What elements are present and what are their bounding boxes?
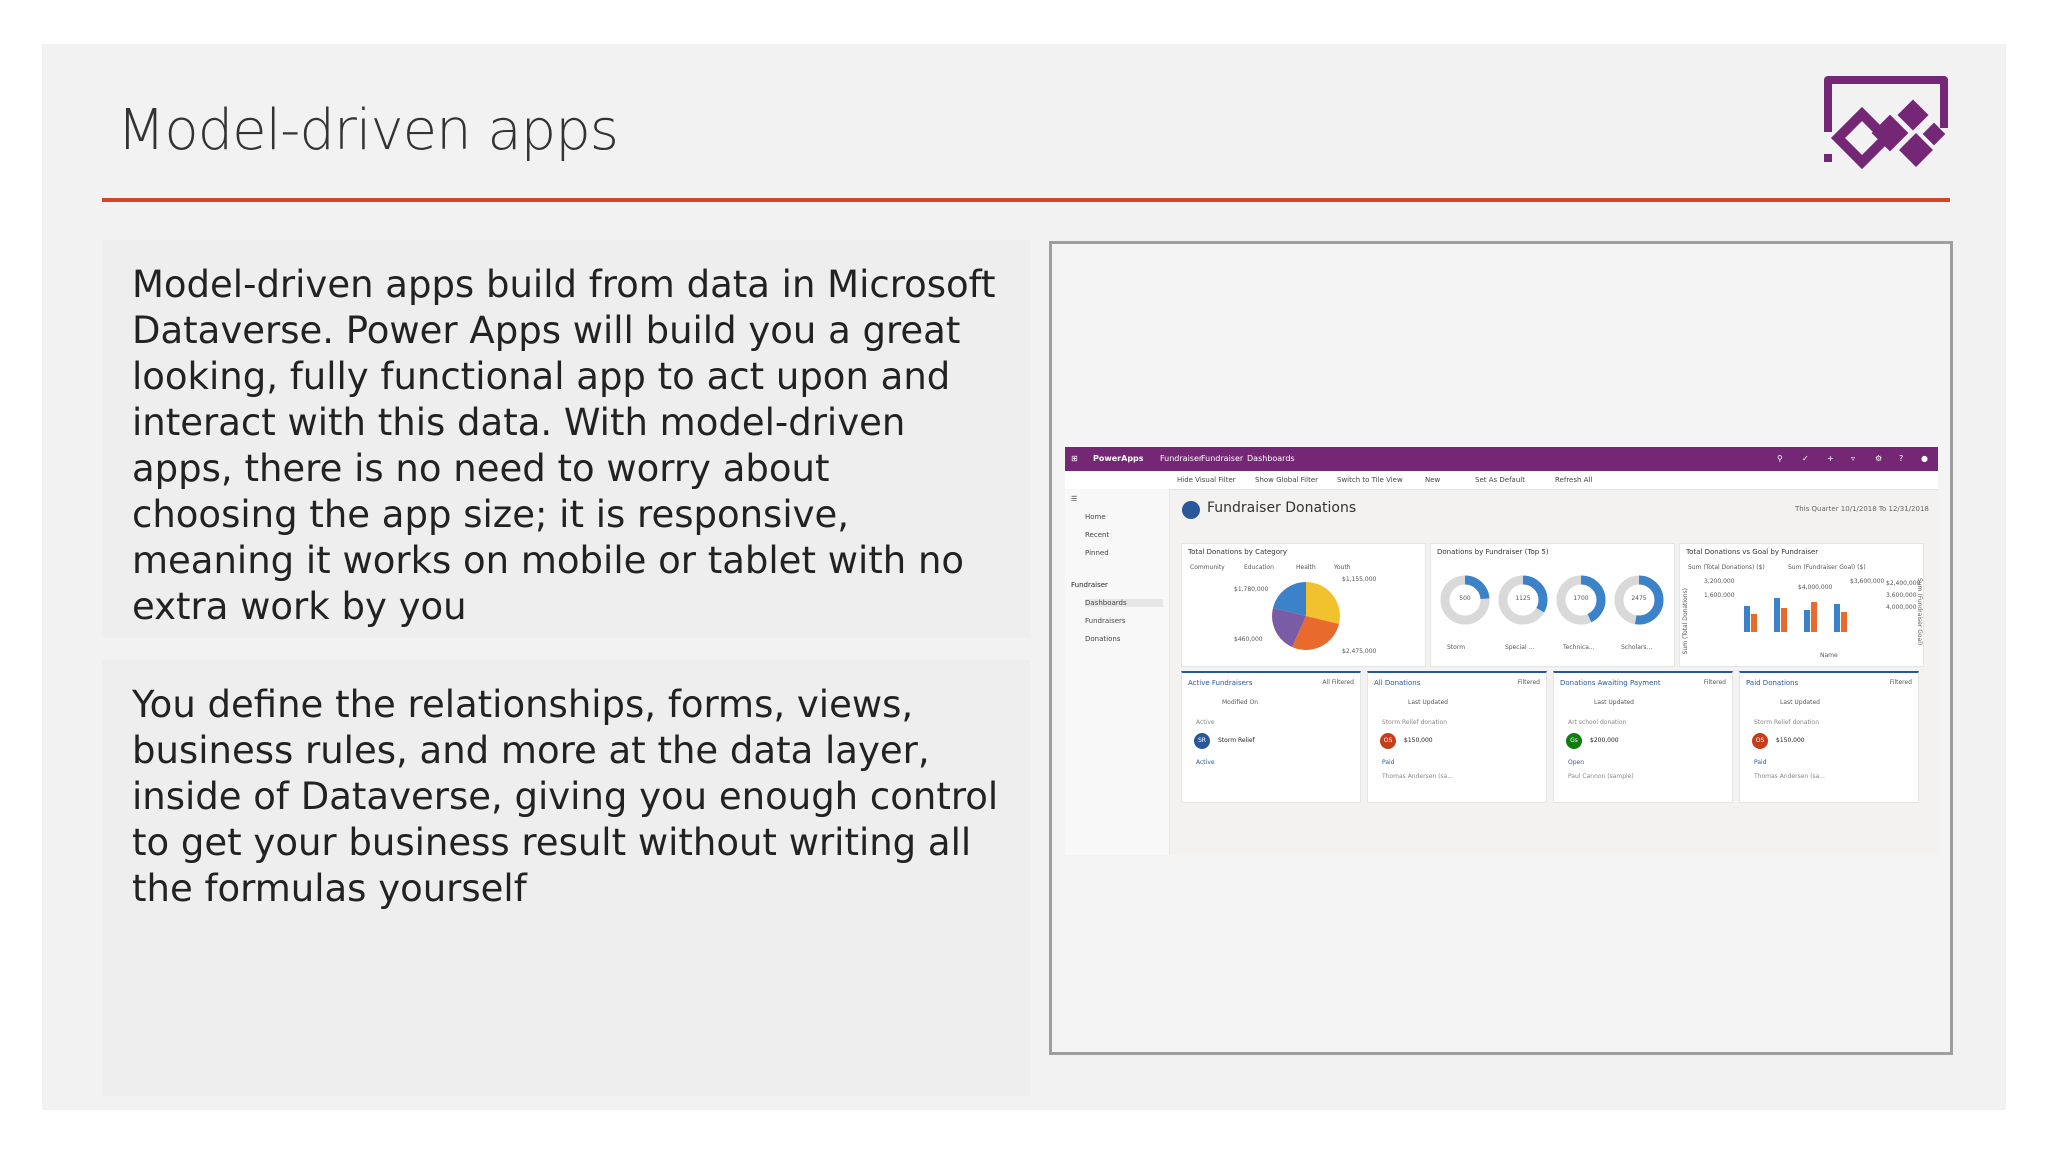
breadcrumb-app: Fundraiser bbox=[1160, 454, 1203, 463]
breadcrumb-area: Fundraiser bbox=[1201, 454, 1244, 463]
avatar: OS bbox=[1752, 733, 1768, 749]
hamburger-icon: ☰ bbox=[1071, 495, 1078, 503]
chart1-label-0: $1,780,000 bbox=[1234, 586, 1269, 593]
list-filter: Filtered bbox=[1517, 679, 1540, 686]
bar-3 bbox=[1774, 598, 1780, 632]
list-title: Donations Awaiting Payment bbox=[1560, 679, 1661, 687]
list-row-sub: Paul Cannon (sample) bbox=[1568, 773, 1634, 780]
list-row-footer: Paid bbox=[1754, 759, 1767, 766]
dashboard-icon bbox=[1182, 501, 1200, 519]
bar-2 bbox=[1751, 614, 1757, 632]
chart1-legend-2: Health bbox=[1296, 564, 1316, 571]
list-card-1 bbox=[1367, 671, 1547, 803]
donut-value-0: 500 bbox=[1459, 595, 1471, 602]
chart3-legend-1: Sum (Fundraiser Goal) ($) bbox=[1788, 564, 1866, 571]
date-range: This Quarter 10/1/2018 To 12/31/2018 bbox=[1795, 505, 1929, 513]
avatar: Gs bbox=[1566, 733, 1582, 749]
waffle-icon: ⊞ bbox=[1071, 454, 1078, 463]
list-row-name: $200,000 bbox=[1590, 737, 1619, 744]
bar-1 bbox=[1744, 606, 1750, 632]
slide bbox=[42, 44, 2006, 1110]
donut-name-0: Storm bbox=[1447, 644, 1466, 651]
chart1-legend-0: Community bbox=[1190, 564, 1225, 571]
cmd-show-global-filter: Show Global Filter bbox=[1255, 476, 1319, 484]
list-row-footer: Open bbox=[1568, 759, 1585, 766]
chart3-tick-3: $3,600,000 bbox=[1850, 578, 1885, 585]
filter-icon: ▿ bbox=[1851, 454, 1856, 463]
donut-name-2: Technica... bbox=[1563, 644, 1595, 651]
chart1-legend-1: Education bbox=[1244, 564, 1274, 571]
paragraph-1: Model-driven apps build from data in Microsoft Dataverse. Power Apps will build you a great looking, fully functional app to act upon and interact with this data. With model-driven apps, there is no need to worry about choosing the app size; it is responsive, meaning it works on mobile or tablet with no extra work by you bbox=[132, 263, 996, 628]
list-row-sub: Thomas Andersen (sa... bbox=[1754, 773, 1825, 780]
app-name: PowerApps bbox=[1093, 454, 1144, 463]
chart3-xaxis-label: Name bbox=[1820, 652, 1838, 659]
nav-group: Fundraiser bbox=[1071, 581, 1108, 589]
chart1-legend-3: Youth bbox=[1334, 564, 1351, 571]
avatar: SR bbox=[1194, 733, 1210, 749]
list-filter: All Filtered bbox=[1322, 679, 1354, 686]
app-screenshot bbox=[1065, 447, 1938, 855]
list-row-sub: Thomas Andersen (sa... bbox=[1382, 773, 1453, 780]
list-card-0 bbox=[1181, 671, 1361, 803]
list-title: Paid Donations bbox=[1746, 679, 1799, 687]
nav-home: Home bbox=[1085, 513, 1106, 521]
list-sort: Last Updated bbox=[1408, 699, 1448, 706]
list-row-footer: Active bbox=[1196, 759, 1215, 766]
chart3-tick-2: $4,000,000 bbox=[1798, 584, 1833, 591]
add-icon: + bbox=[1827, 454, 1834, 463]
text-box-1 bbox=[102, 240, 1030, 638]
nav-donations: Donations bbox=[1085, 635, 1121, 643]
bar-6 bbox=[1811, 602, 1817, 632]
chart1-label-3: $2,475,000 bbox=[1342, 648, 1377, 655]
donut-value-1: 1125 bbox=[1515, 595, 1531, 602]
cmd-new: New bbox=[1425, 476, 1441, 484]
nav-dashboards: Dashboards bbox=[1085, 599, 1163, 607]
cmd-set-default: Set As Default bbox=[1475, 476, 1525, 484]
nav-pinned: Pinned bbox=[1085, 549, 1109, 557]
list-sort: Last Updated bbox=[1594, 699, 1634, 706]
list-row-footer: Paid bbox=[1382, 759, 1395, 766]
list-row-name: Storm Relief bbox=[1218, 737, 1255, 744]
help-icon: ? bbox=[1899, 454, 1904, 463]
donut-0 bbox=[1439, 574, 1491, 626]
donut-value-3: 2475 bbox=[1631, 595, 1647, 602]
chart3-tick-1: 1,600,000 bbox=[1704, 592, 1735, 599]
bar-8 bbox=[1841, 612, 1847, 632]
cmd-hide-visual-filter: Hide Visual Filter bbox=[1177, 476, 1236, 484]
bar-5 bbox=[1804, 610, 1810, 632]
donut-1 bbox=[1497, 574, 1549, 626]
list-row-title: Storm Relief donation bbox=[1382, 719, 1448, 726]
nav-fundraisers: Fundraisers bbox=[1085, 617, 1126, 625]
cmd-refresh-all: Refresh All bbox=[1555, 476, 1593, 484]
list-card-3 bbox=[1739, 671, 1919, 803]
donut-3 bbox=[1613, 574, 1665, 626]
chart3-yaxis2-label: Sum (Fundraiser Goal) bbox=[1916, 578, 1923, 646]
list-filter: Filtered bbox=[1889, 679, 1912, 686]
chart3-legend-0: Sum (Total Donations) ($) bbox=[1688, 564, 1765, 571]
chart3-tick-6: 4,000,000 bbox=[1886, 604, 1917, 611]
list-title: All Donations bbox=[1374, 679, 1421, 687]
bar-7 bbox=[1834, 604, 1840, 632]
chart1-label-2: $460,000 bbox=[1234, 636, 1263, 643]
app-top-bar bbox=[1065, 447, 1938, 471]
donut-value-2: 1700 bbox=[1573, 595, 1589, 602]
breadcrumb-page: Dashboards bbox=[1247, 454, 1295, 463]
donut-name-3: Scholars... bbox=[1621, 644, 1653, 651]
goal-bar-chart bbox=[1740, 588, 1880, 632]
list-row-title: Storm Relief donation bbox=[1754, 719, 1820, 726]
list-title: Active Fundraisers bbox=[1188, 679, 1253, 687]
bar-4 bbox=[1781, 608, 1787, 632]
list-card-2 bbox=[1553, 671, 1733, 803]
list-row-title: Art school donation bbox=[1568, 719, 1627, 726]
chart-card-top5 bbox=[1430, 543, 1675, 667]
chart3-tick-4: $2,400,000 bbox=[1886, 580, 1921, 587]
paragraph-2: You define the relationships, forms, views, business rules, and more at the data layer, inside of Dataverse, giving you enough control to get your business result without writing all the formulas yourself bbox=[132, 683, 999, 910]
donut-name-1: Special ... bbox=[1505, 644, 1535, 651]
cmd-switch-tile-view: Switch to Tile View bbox=[1337, 476, 1403, 484]
chart3-title: Total Donations vs Goal by Fundraiser bbox=[1686, 548, 1819, 556]
screenshot-frame bbox=[1049, 241, 1953, 1055]
search-icon: ⚲ bbox=[1777, 454, 1783, 463]
chart3-yaxis-label: Sum (Total Donations) bbox=[1682, 588, 1689, 655]
avatar: OS bbox=[1380, 733, 1396, 749]
dashboard-title: Fundraiser Donations bbox=[1207, 500, 1357, 516]
chart3-tick-5: 3,600,000 bbox=[1886, 592, 1917, 599]
chart1-title: Total Donations by Category bbox=[1188, 548, 1288, 556]
pie-chart bbox=[1270, 580, 1342, 652]
list-row-title: Active bbox=[1196, 719, 1215, 726]
list-row-name: $150,000 bbox=[1776, 737, 1805, 744]
nav-recent: Recent bbox=[1085, 531, 1110, 539]
chart3-tick-0: 3,200,000 bbox=[1704, 578, 1735, 585]
task-icon: ✓ bbox=[1802, 454, 1809, 463]
chart1-label-1: $1,155,000 bbox=[1342, 576, 1377, 583]
power-apps-logo-icon bbox=[1814, 70, 1954, 174]
slide-title: Model-driven apps bbox=[117, 98, 618, 163]
chart2-title: Donations by Fundraiser (Top 5) bbox=[1437, 548, 1549, 556]
donut-2 bbox=[1555, 574, 1607, 626]
list-sort: Last Updated bbox=[1780, 699, 1820, 706]
list-row-name: $150,000 bbox=[1404, 737, 1433, 744]
gear-icon: ⚙ bbox=[1875, 454, 1883, 463]
chart-card-category bbox=[1181, 543, 1426, 667]
chart-card-goal bbox=[1679, 543, 1924, 667]
command-bar bbox=[1065, 471, 1938, 490]
list-filter: Filtered bbox=[1703, 679, 1726, 686]
text-box-2 bbox=[102, 660, 1030, 1096]
list-sort: Modified On bbox=[1222, 699, 1259, 706]
left-navigation bbox=[1065, 489, 1170, 855]
user-icon: ● bbox=[1921, 454, 1928, 463]
title-divider bbox=[102, 198, 1950, 202]
